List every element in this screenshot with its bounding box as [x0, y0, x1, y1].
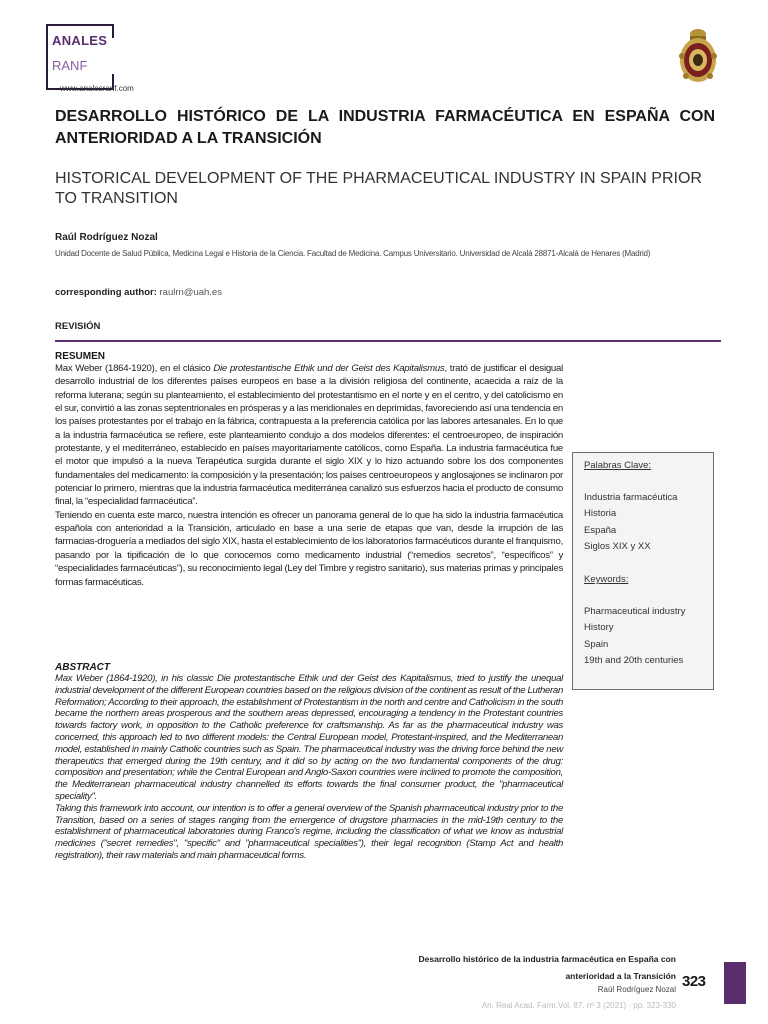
section-divider: [55, 340, 721, 342]
abstract-paragraph-1: Max Weber (1864-1920), in his classic Die protestantische Ethik und der Geist des Kapitalismus, tried to justify the unequal industrial development of the different European countries based on the religious division of the continent as result of the Lutheran Reformation; According to their approach, the establishment of Protestantism in the north and centre and Catholicism in the south became the northern areas prosperous and the southern areas depressed, encouraging a tendency in the Protestant countries towards factory work, in opposition to the Catholic preference for craftsmanship. As far as the pharmaceutical industry was concerned, this approach led to two different models: the Central European model, Protestant-inspired, and the Mediterranean model, established in mainly Catholic countries such as Spain. The pharmaceutical industry was the driving force behind the new therapeutics that emerged during the 19th century, and it did so by acting on the two fundamental components of the drug: composition and presentation; while the Central European and Anglo-Saxon countries were inclined to promote the composition, the Mediterranean pharmaceutical industry channelled its efforts towards the final consumer product, the "pharmaceutical speciality".: [55, 673, 563, 802]
corresponding-author-email[interactable]: raulrn@uah.es: [159, 287, 222, 298]
article-title-es: DESARROLLO HISTÓRICO DE LA INDUSTRIA FARMACÉUTICA EN ESPAÑA CON ANTERIORIDAD A LA TRANSICIÓN: [55, 108, 715, 147]
resumen-paragraph-1: [55, 362, 563, 509]
resumen-body: [55, 362, 563, 589]
keyword-en-item: Spain: [584, 639, 609, 650]
journal-url[interactable]: www.analesranf.com: [60, 84, 134, 93]
article-title-en: HISTORICAL DEVELOPMENT OF THE PHARMACEUTICAL INDUSTRY IN SPAIN PRIOR TO TRANSITION: [55, 170, 702, 207]
keyword-es-item: Industria farmacéutica: [584, 492, 678, 503]
footer-title-line-1: Desarrollo histórico de la industria farmacéutica en España con: [418, 954, 676, 964]
academy-seal-icon: [676, 26, 720, 84]
keywords-en-heading: Keywords:: [584, 574, 629, 585]
journal-logo-name: ANALES: [52, 33, 108, 48]
journal-logo-sub: RANF: [52, 58, 88, 73]
keyword-es-item: España: [584, 525, 617, 536]
author-affiliation: Unidad Docente de Salud Pública, Medicina Legal e Historia de la Ciencia. Facultad de Medicina. Campus Universitario. Universidad de Alcalá 28871-Alcalá de Henares (Madrid): [55, 249, 651, 258]
resumen-p1-rest: , trató de justificar el desigual desarrollo industrial de los diferentes países europeos en base a la división religiosa del continente, acaecida a raíz de la reforma luterana; según su planteamiento, el establecimiento del protestantismo en el norte y en el centro, y del catolicismo en el sur, convirtió a las zonas septentrionales en prósperas y a las meridionales en deprimidas, favoreciendo así una tendencia en los países protestantes por el trabajo en la fábrica, contrapuesta a la preferencia católica por las labores artesanales. En lo que a la industria farmacéutica se refiere, este planteamiento condujo a dos modelos diferentes: el centroeuropeo, de inspiración protestante, y el mediterráneo, establecido en países mayoritariamente católicos, como España. La industria farmacéutica fue el motor que impulsó a la nueva Terapéutica surgida durante el siglo XIX y lo hizo actuando sobre los dos componentes fundamentales del medicamento: la composición y la presentación; los países centroeuropeos y anglosajones se inclinaron por potenciar lo primero, mientras que la industria farmacéutica mediterránea canalizó sus esfuerzos hacia el producto de consumo final, la “especialidad farmacéutica”.: [55, 363, 563, 508]
resumen-p1-book-title: Die protestantische Ethik und der Geist des Kapitalismus: [213, 363, 445, 374]
keyword-en-item: Pharmaceutical industry: [584, 606, 686, 617]
author-name: Raúl Rodríguez Nozal: [55, 232, 158, 243]
journal-logo-frame-corner: [108, 24, 114, 38]
corresponding-author: [55, 287, 222, 298]
corresponding-author-label: corresponding author:: [55, 287, 157, 298]
resumen-paragraph-2: Teniendo en cuenta este marco, nuestra intención es ofrecer un panorama general de lo que ha sido la industria farmacéutica española con anterioridad a la Transición, articulado en base a una serie de etapas que van, desde la irrupción de las farmacias-droguería a mediados del siglo XIX, hasta el establecimiento de los laboratorios farmacéuticos durante el franquismo, pasando por la tipificación de lo que conocemos como medicamento industrial (“remedios secretos”, “específicos” y “especialidades farmacéuticas”), su reconocimiento legal (Ley del Timbre y registro sanitario), sus materias primas y principales formas farmacéuticas.: [55, 509, 563, 588]
keyword-en-item: History: [584, 622, 614, 633]
keywords-es-heading: Palabras Clave:: [584, 460, 652, 471]
section-label: REVISIÓN: [55, 321, 101, 332]
abstract-paragraph-2: Taking this framework into account, our intention is to offer a general overview of the Spanish pharmaceutical industry prior to the Transition, based on a series of stages ranging from the emergence of drugstore pharmacies in the mid-19th century to the establishment of pharmaceutical laboratories during Franco's regime, including the classification of what we know as industrial medicines ("secret remedies", "specific" and "pharmaceutical specialities"), their legal recognition (Stamp Act and health registration), their raw materials and main pharmaceutical forms.: [55, 802, 563, 861]
footer-title-line-2: anterioridad a la Transición: [565, 971, 676, 981]
resumen-heading: RESUMEN: [55, 351, 106, 362]
page-number: 323: [682, 973, 706, 990]
footer-author: Raúl Rodríguez Nozal: [597, 985, 676, 994]
abstract-heading: ABSTRACT: [55, 662, 110, 673]
footer-citation: An. Real Acad. Farm.Vol. 87. nº 3 (2021) · pp. 323-330: [481, 1001, 676, 1010]
abstract-body: [55, 673, 563, 862]
keyword-es-item: Siglos XIX y XX: [584, 541, 651, 552]
keyword-es-item: Historia: [584, 508, 617, 519]
footer-running-title: [380, 951, 676, 985]
resumen-p1-start: Max Weber (1864-1920), en el clásico: [55, 363, 214, 374]
page-accent-bar: [724, 962, 746, 1004]
keyword-en-item: 19th and 20th centuries: [584, 655, 684, 666]
